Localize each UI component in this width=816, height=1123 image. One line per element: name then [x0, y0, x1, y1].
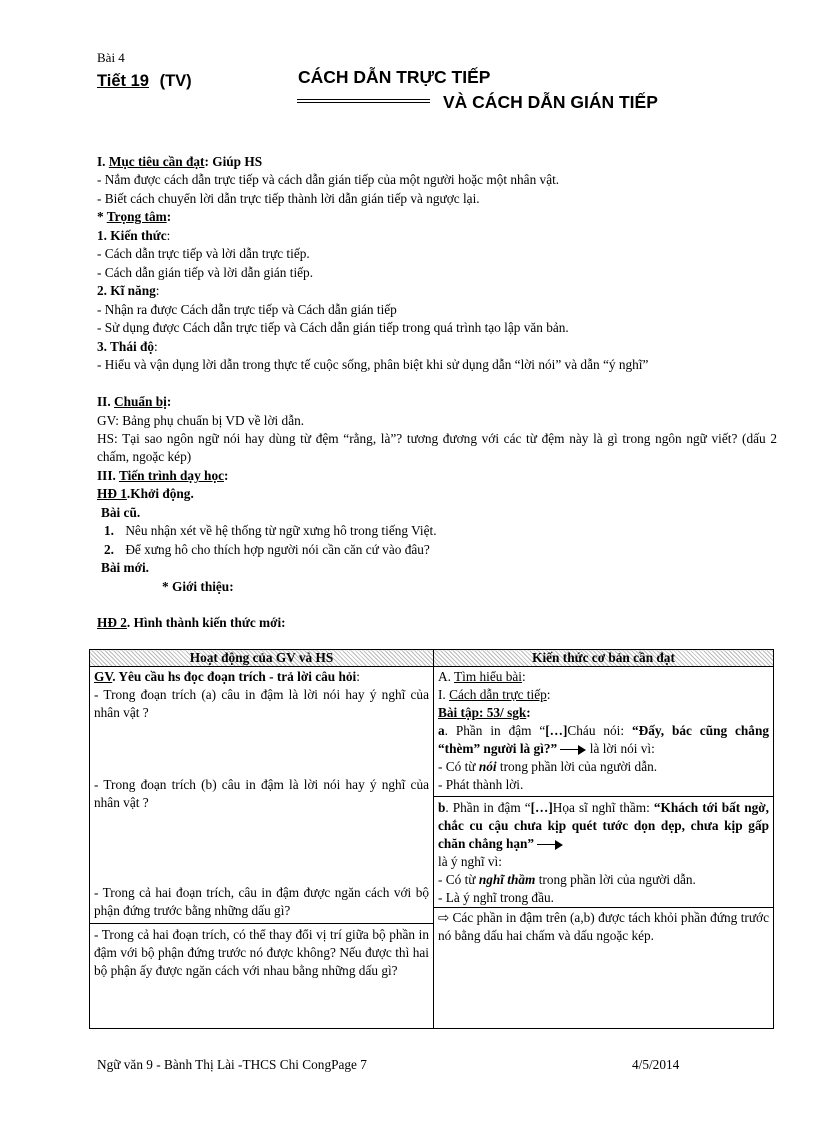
answer-b — [438, 799, 769, 853]
focus-prefix: * — [97, 209, 107, 224]
question-b: - Trong đoạn trích (b) câu in đậm là lời nói hay ý nghĩ của nhân vật ? — [94, 777, 429, 810]
a-reason-pre: - Có từ — [438, 759, 479, 774]
answer-a-reason-2: - Phát thành lời. — [438, 777, 524, 792]
objectives-num: I. — [97, 154, 106, 169]
arrow-outline-icon: ⇨ — [438, 910, 450, 925]
focus-suffix: : — [166, 209, 172, 224]
knowledge-title: 1. Kiến thức — [97, 228, 167, 243]
answer-b-dots: […] — [530, 800, 553, 815]
question-1 — [104, 522, 784, 540]
gv-text: . Yêu cầu hs đọc đoạn trích - trả lời câu hỏi — [112, 669, 357, 684]
hd2-label: HĐ 2 — [97, 615, 127, 630]
preparation-num: II. — [97, 394, 111, 409]
question-1-text: Nêu nhận xét về hệ thống từ ngữ xưng hô trong tiếng Việt. — [125, 523, 437, 538]
section-a: A. Tìm hiểu bài: — [438, 669, 526, 684]
preparation-hs: HS: Tại sao ngôn ngữ nói hay dùng từ đệm “rằng, là”? tương đương với các từ đệm này là gì trong ngôn ngữ viết? (dấu 2 chấm, ngoặc kép) — [97, 431, 777, 464]
objectives-title: Mục tiêu cần đạt — [108, 154, 205, 169]
hd2-text: . Hình thành kiến thức mới: — [126, 615, 286, 630]
subsection-title: Cách dẫn trực tiếp — [449, 687, 547, 702]
title-double-rule — [297, 99, 430, 103]
preparation-heading: II. Chuẩn bị: — [97, 394, 172, 409]
question-1-num: 1. — [104, 523, 114, 538]
b-reason-pre: - Có từ — [438, 872, 479, 887]
process-title: Tiến trình dạy học — [118, 468, 224, 483]
subsection-prefix: I. — [438, 687, 450, 702]
focus-title: Trọng tâm — [106, 209, 167, 224]
period-label — [97, 72, 192, 91]
period-tag: (TV) — [159, 72, 192, 90]
answer-b-intro: . Phần in đậm “ — [445, 800, 531, 815]
answer-b-label: b — [438, 800, 446, 815]
b-reason-post: trong phần lời của người dẫn. — [535, 872, 696, 887]
skills-heading: 2. Kĩ năng: — [97, 283, 160, 298]
a-reason-post: trong phần lời của người dẫn. — [496, 759, 658, 774]
hd2-heading — [97, 614, 777, 632]
attitude-title: 3. Thái độ — [97, 339, 155, 354]
answer-a-result: là lời nói vì: — [589, 741, 655, 756]
focus-heading — [97, 208, 777, 226]
hd1-text: .Khởi động. — [126, 486, 194, 501]
activities-cell — [90, 667, 434, 1029]
gv-colon: : — [356, 669, 360, 684]
knowledge-item-2: - Cách dẫn gián tiếp và lời dẫn gián tiếp. — [97, 265, 314, 280]
arrow-right-icon — [560, 745, 586, 755]
table-row — [90, 667, 774, 1029]
col-knowledge-header: Kiến thức cơ bản cần đạt — [434, 650, 774, 667]
gv-instruction — [94, 668, 429, 686]
answer-a-label: a — [438, 723, 445, 738]
skills-item-1: - Nhận ra được Cách dẫn trực tiếp và Cách dẫn gián tiếp — [97, 302, 397, 317]
answer-b-quote: “Khách tới bất ngờ, chắc cu cậu chưa kịp quét tước dọn dẹp, chưa kịp gấp chăn chẳng hạn” — [438, 800, 769, 851]
footer-date: 4/5/2014 — [632, 1057, 680, 1072]
conclusion — [438, 909, 769, 945]
process-num: III. — [97, 468, 116, 483]
lesson-table — [89, 649, 774, 1029]
skills-item-2: - Sử dụng được Cách dẫn trực tiếp và Cách dẫn gián tiếp trong quá trình tạo lập văn bản. — [97, 320, 569, 335]
question-2-num: 2. — [104, 542, 114, 557]
hd1-heading — [97, 485, 777, 503]
intro-label: * Giới thiệu: — [162, 579, 234, 594]
knowledge-heading: 1. Kiến thức: — [97, 228, 171, 243]
new-lesson-label: Bài mới. — [101, 560, 149, 575]
question-a: - Trong đoạn trích (a) câu in đậm là lời nói hay ý nghĩ của nhân vật ? — [94, 687, 429, 720]
exercise-ref: Bài tập: 53/ sgk: — [438, 705, 531, 720]
answer-a-dots: […] — [545, 723, 568, 738]
cell-divider — [434, 796, 773, 797]
answer-a-intro: . Phần in đậm “ — [444, 723, 546, 738]
question-position: - Trong cả hai đoạn trích, có thể thay đổi vị trí giữa bộ phần in đậm với bộ phận đứng trước nó được không? Nếu được thì hai bộ phận ấy được ngăn cách với nhau bằng những dấu gì? — [94, 927, 429, 978]
answer-b-result: là ý nghĩ vì: — [438, 854, 502, 869]
table-header-row — [90, 650, 774, 667]
knowledge-cell — [434, 667, 774, 1029]
attitude-heading: 3. Thái độ: — [97, 339, 158, 354]
objectives-heading — [97, 153, 777, 171]
arrow-right-icon — [537, 840, 563, 850]
a-reason-word: nói — [478, 759, 497, 774]
title-line-1: CÁCH DẪN TRỰC TIẾP — [298, 67, 491, 87]
answer-b-reason-1 — [438, 871, 769, 889]
answer-b-reason-2: - Là ý nghĩ trong đầu. — [438, 890, 554, 905]
objectives-suffix: : Giúp HS — [204, 154, 263, 169]
hd1-label: HĐ 1 — [97, 486, 127, 501]
question-punctuation: - Trong cả hai đoạn trích, câu in đậm được ngăn cách với bộ phận đứng trước bằng những dấu gì? — [94, 885, 429, 918]
lesson-number: Bài 4 — [97, 50, 125, 65]
footer-left: Ngữ văn 9 - Bành Thị Lài -THCS Chi CongPage 7 — [97, 1057, 367, 1072]
gv-label: GV — [94, 669, 113, 684]
answer-a-quote: “Đấy, bác cũng chẳng “thèm” người là gì?” — [438, 723, 770, 756]
answer-a-reason-1 — [438, 758, 769, 776]
exercise-text: Bài tập: 53/ sgk — [438, 705, 527, 720]
process-heading: III. Tiến trình dạy học: — [97, 468, 229, 483]
conclusion-text: Các phần in đậm trên (a,b) được tách khỏi phần đứng trước nó bằng dấu hai chấm và dấu ngoặc kép. — [438, 910, 769, 943]
answer-a — [438, 722, 769, 758]
skills-title: 2. Kĩ năng — [97, 283, 156, 298]
old-lesson-label: Bài cũ. — [101, 505, 141, 520]
period-number: Tiết 19 — [97, 72, 149, 90]
objective-item-1: - Nắm được cách dẫn trực tiếp và cách dẫn gián tiếp của một người hoặc một nhân vật. — [97, 172, 560, 187]
question-2-text: Để xưng hô cho thích hợp người nói cần căn cứ vào đâu? — [125, 542, 430, 557]
section-a-title: Tìm hiểu bài — [454, 669, 522, 684]
preparation-title: Chuẩn bị — [114, 394, 167, 409]
b-reason-word: nghĩ thầm — [478, 872, 536, 887]
subsection-direct: I. Cách dẫn trực tiếp: — [438, 687, 551, 702]
preparation-gv: GV: Bảng phụ chuẩn bị VD về lời dẫn. — [97, 413, 305, 428]
col-activities-header: Hoạt động của GV và HS — [90, 650, 434, 667]
title-line-2: VÀ CÁCH DẪN GIÁN TIẾP — [443, 92, 658, 112]
question-2 — [104, 541, 784, 559]
objective-item-2: - Biết cách chuyển lời dẫn trực tiếp thành lời dẫn gián tiếp và ngược lại. — [97, 191, 480, 206]
section-a-prefix: A. — [438, 669, 455, 684]
attitude-text: - Hiểu và vận dụng lời dẫn trong thực tế cuộc sống, phân biệt khi sử dụng dẫn “lời nói” và dẫn “ý nghĩ” — [97, 357, 649, 372]
cell-divider — [90, 923, 433, 924]
answer-a-speaker: Cháu nói: — [567, 723, 632, 738]
answer-b-speaker: Họa sĩ nghĩ thầm: — [552, 800, 654, 815]
knowledge-item-1: - Cách dẫn trực tiếp và lời dẫn trực tiếp. — [97, 246, 310, 261]
cell-divider — [434, 907, 773, 908]
